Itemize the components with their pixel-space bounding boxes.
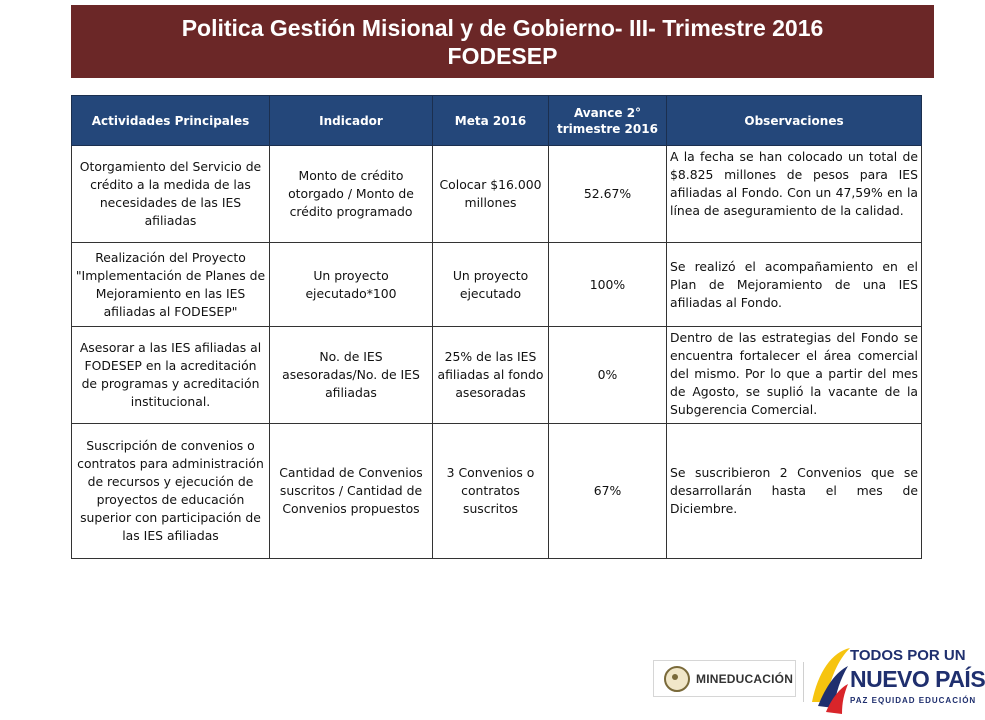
footer-divider — [803, 662, 804, 702]
cell-observaciones: A la fecha se han colocado un total de $8.825 millones de pesos para IES afiliadas al Fondo. Con un 47,59% en la línea de aseguramiento de la calidad. — [667, 146, 922, 243]
table-header-row — [72, 96, 922, 146]
slide-title-line2: FODESEP — [447, 42, 558, 69]
cell-meta: Un proyecto ejecutado — [433, 243, 549, 327]
cell-avance: 67% — [549, 424, 667, 559]
header-meta: Meta 2016 — [433, 96, 549, 146]
cell-actividad: Otorgamiento del Servicio de crédito a la medida de las necesidades de las IES afiliadas — [72, 146, 270, 243]
table-row — [72, 424, 922, 559]
cell-meta: 3 Convenios o contratos suscritos — [433, 424, 549, 559]
slogan-line1: TODOS POR UN — [850, 647, 966, 664]
cell-avance: 100% — [549, 243, 667, 327]
mineducacion-label: MINEDUCACIÓN — [696, 671, 794, 686]
cell-observaciones: Se suscribieron 2 Convenios que se desarrollarán hasta el mes de Diciembre. — [667, 424, 922, 559]
slogan-line2: NUEVO PAÍS — [850, 666, 985, 692]
cell-indicador: Monto de crédito otorgado / Monto de crédito programado — [270, 146, 433, 243]
cell-indicador: Cantidad de Convenios suscritos / Cantidad de Convenios propuestos — [270, 424, 433, 559]
cell-meta: 25% de las IES afiliadas al fondo asesoradas — [433, 327, 549, 424]
mineducacion-logo — [653, 660, 796, 697]
cell-observaciones: Se realizó el acompañamiento en el Plan de Mejoramiento de una IES afiliadas al Fondo. — [667, 243, 922, 327]
slogan-line3: PAZ EQUIDAD EDUCACIÓN — [850, 696, 977, 705]
cell-actividad: Suscripción de convenios o contratos para administración de recursos y ejecución de proyectos de educación superior con participación de las IES afiliadas — [72, 424, 270, 559]
cell-indicador: No. de IES asesoradas/No. de IES afiliadas — [270, 327, 433, 424]
header-indicador: Indicador — [270, 96, 433, 146]
slide-title-line1: Politica Gestión Misional y de Gobierno- III- Trimestre 2016 — [181, 14, 824, 41]
cell-observaciones: Dentro de las estrategias del Fondo se encuentra fortalecer el área comercial del mismo. Por lo que a partir del mes de Agosto, se suplió la vacante de la Subgerencia Comercial. — [667, 327, 922, 424]
table-row — [72, 243, 922, 327]
table-row — [72, 146, 922, 243]
cell-avance: 52.67% — [549, 146, 667, 243]
colombia-seal-icon — [664, 666, 690, 692]
activities-table — [71, 95, 922, 559]
slide-title-banner — [71, 5, 934, 78]
cell-actividad: Realización del Proyecto "Implementación de Planes de Mejoramiento en las IES afiliadas al FODESEP" — [72, 243, 270, 327]
cell-actividad: Asesorar a las IES afiliadas al FODESEP en la acreditación de programas y acreditación institucional. — [72, 327, 270, 424]
cell-avance: 0% — [549, 327, 667, 424]
header-avance: Avance 2° trimestre 2016 — [549, 96, 667, 146]
cell-meta: Colocar $16.000 millones — [433, 146, 549, 243]
header-observaciones: Observaciones — [667, 96, 922, 146]
header-actividades: Actividades Principales — [72, 96, 270, 146]
activities-table-container — [71, 95, 921, 559]
table-row — [72, 327, 922, 424]
cell-indicador: Un proyecto ejecutado*100 — [270, 243, 433, 327]
